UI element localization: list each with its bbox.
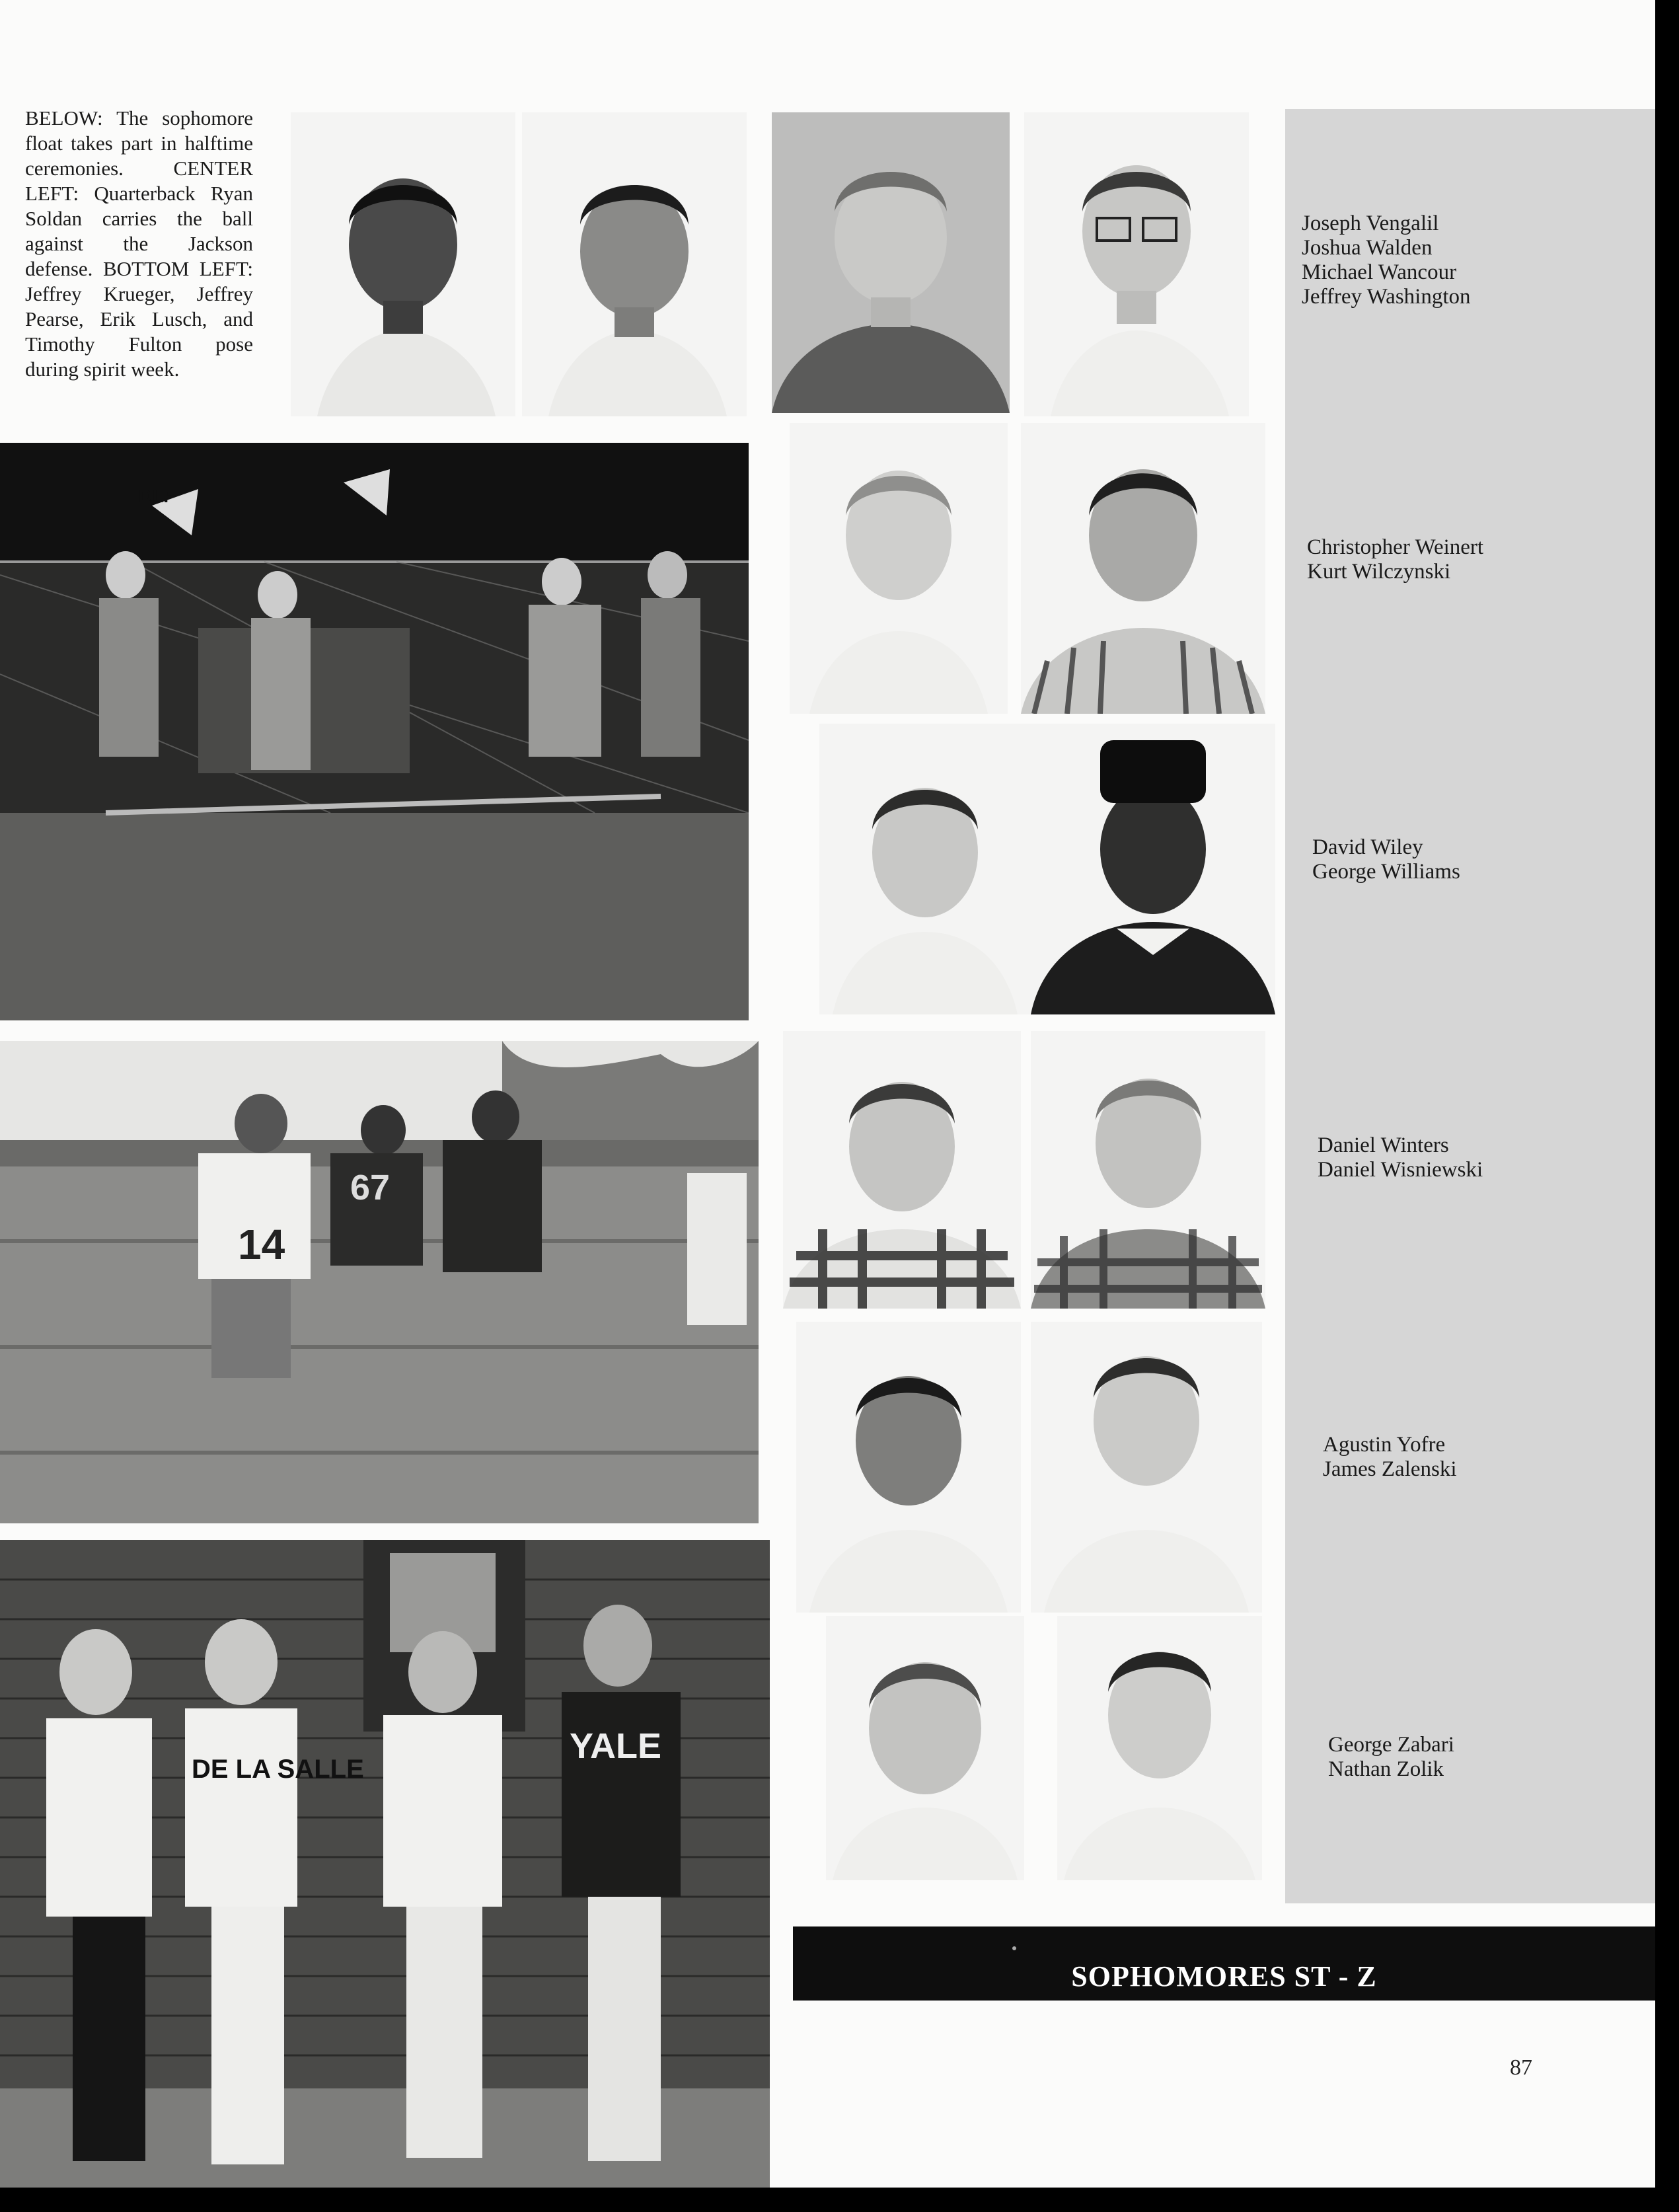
portrait-david-wiley bbox=[819, 724, 1031, 1014]
student-name: Joseph Vengalil bbox=[1302, 211, 1439, 235]
portrait-daniel-winters bbox=[783, 1031, 1021, 1309]
portrait-daniel-wisniewski bbox=[1031, 1031, 1265, 1309]
name-group-6 bbox=[1328, 1733, 1454, 1782]
name-group-2 bbox=[1307, 535, 1483, 584]
names-panel bbox=[1285, 109, 1655, 1903]
student-name: Daniel Winters bbox=[1318, 1133, 1449, 1157]
student-name: Nathan Zolik bbox=[1328, 1757, 1444, 1781]
name-group-5 bbox=[1323, 1433, 1457, 1482]
portrait-kurt-wilczynski bbox=[1021, 423, 1265, 714]
portrait-nathan-zolik bbox=[1057, 1616, 1262, 1880]
student-name: Christopher Weinert bbox=[1307, 535, 1484, 559]
student-name: Daniel Wisniewski bbox=[1318, 1158, 1483, 1182]
portrait-george-zabari bbox=[826, 1616, 1024, 1880]
page-number: 87 bbox=[1510, 2055, 1532, 2080]
sweatshirt-lettering: YALE bbox=[570, 1726, 662, 1766]
jersey-number: 67 bbox=[350, 1168, 391, 1207]
photo-sophomore-float bbox=[0, 443, 749, 1020]
portrait-jeffrey-washington bbox=[1024, 112, 1249, 416]
sweatshirt-lettering: DE LA SALLE bbox=[192, 1755, 364, 1784]
student-name: George Zabari bbox=[1328, 1733, 1454, 1757]
student-name: Kurt Wilczynski bbox=[1307, 560, 1451, 584]
name-group-1 bbox=[1302, 211, 1471, 309]
student-name: Jeffrey Washington bbox=[1302, 285, 1471, 309]
portrait-joshua-walden bbox=[522, 112, 747, 416]
section-banner bbox=[793, 1926, 1655, 2001]
banner-dot bbox=[1012, 1946, 1016, 1950]
flag-lettering: DLF bbox=[139, 486, 175, 506]
photo-caption: BELOW: The sophomore float takes part in halftime ceremonies. CENTER LEFT: Quarterback Ryan Soldan carries the ball against the Jackson defense. BOTTOM LEFT: Jeffrey Krueger, Jeffrey Pearse, Erik Lusch, and Timothy Fulton pose during spirit week. bbox=[25, 106, 253, 381]
name-group-3 bbox=[1312, 835, 1460, 884]
student-name: David Wiley bbox=[1312, 835, 1423, 859]
student-name: Michael Wancour bbox=[1302, 260, 1457, 284]
portrait-michael-wancour bbox=[772, 112, 1010, 413]
student-name: Joshua Walden bbox=[1302, 236, 1433, 260]
portrait-christopher-weinert bbox=[790, 423, 1008, 714]
photo-spirit-week bbox=[0, 1540, 770, 2188]
portrait-james-zalenski bbox=[1031, 1322, 1262, 1613]
student-name: George Williams bbox=[1312, 860, 1460, 884]
photo-football-game bbox=[0, 1041, 759, 1523]
portrait-george-williams bbox=[1031, 724, 1275, 1014]
student-name: James Zalenski bbox=[1323, 1457, 1457, 1481]
name-group-4 bbox=[1318, 1133, 1483, 1182]
portrait-agustin-yofre bbox=[796, 1322, 1021, 1613]
student-name: Agustin Yofre bbox=[1323, 1433, 1446, 1457]
portrait-joseph-vengalil bbox=[291, 112, 515, 416]
section-title: SOPHOMORES ST - Z bbox=[1071, 1960, 1377, 1993]
jersey-number: 14 bbox=[238, 1221, 285, 1268]
